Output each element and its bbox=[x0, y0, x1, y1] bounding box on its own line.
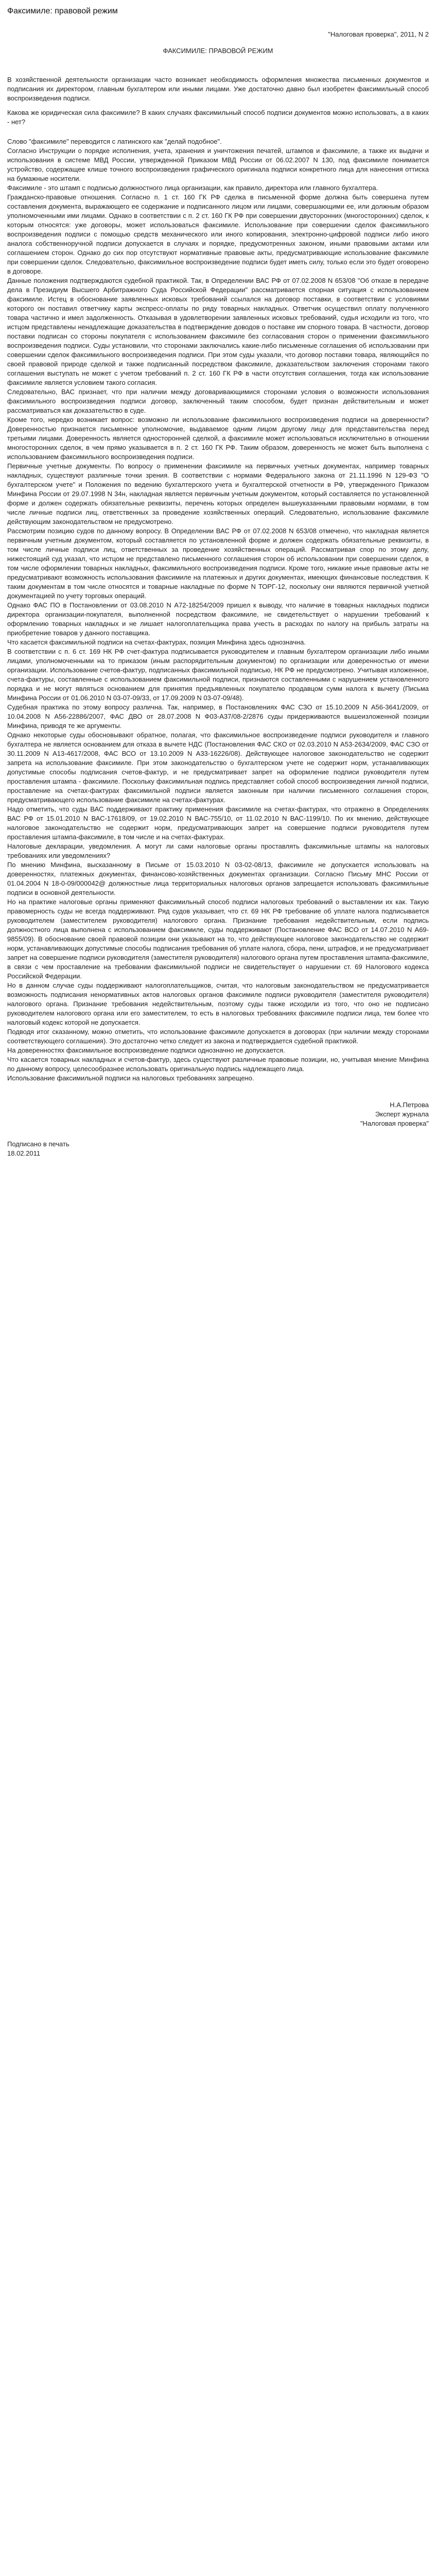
publication-name: "Налоговая проверка" bbox=[360, 1120, 429, 1127]
paragraph: Какова же юридическая сила факсимиле? В каких случаях факсимильный способ подписи документов можно использовать, а в каких - нет? bbox=[7, 109, 429, 126]
page-title: Факсимиле: правовой режим bbox=[7, 7, 118, 15]
paragraph: Однако ФАС ПО в Постановлении от 03.08.2010 N А72-18254/2009 пришел к выводу, что наличие в товарных накладных подписи директора организации-покупателя, выполненной посредством факсимиле, не свидетельствует о нарушении требований к оформлению товарных накладных и не лишает налогоплательщика права учесть в расходах по налогу на прибыль затраты на приобретение товаров у данного поставщика. bbox=[7, 601, 429, 637]
paragraph: Следовательно, ВАС признает, что при наличии между договаривающимися сторонами условия о возможности использования факсимильного воспроизведения подписи договор, заключенный таким способом, будет признан действительным и может рассматриваться как доказательство в суде. bbox=[7, 388, 429, 414]
paragraph: Данные положения подтверждаются судебной практикой. Так, в Определении ВАС РФ от 07.02.2008 N 653/08 "Об отказе в передаче дела в Президиум Высшего Арбитражного Суда Российской Федерации" рассматривается спорная ситуация с использованием факсимиле. Истец в обоснование заявленных исковых требований ссылался на договор поставки, в соответствии с условиями которого он поставил ответчику карты экспресс-оплаты по ряду товарных накладных. Ответчик осуществил оплату полученного товара частично и имел задолженность. Отказывая в удовлетворении заявленных исковых требований, судья исходили из того, что истцом представлены ненадлежащие доказательства в подтверждение доводов о поставке им спорного товара. В частности, договор поставки подписан со стороны покупателя с использованием факсимиле без согласования сторон о применении факсимильного воспроизведения подписи. Суды установили, что сторонами заключались какие-либо письменные соглашения об использовании при совершении сделок факсимильного воспроизведения подписи. При этом суды указали, что договор поставки товара, являющийся по своей правовой природе сделкой и также подписанный посредством факсимиле, доказательством заключения сторонами такого соглашения выступать не может с учетом требований п. 2 ст. 160 ГК РФ в части отсутствия соглашения, тогда как использование факсимиле является условием такого согласия. bbox=[7, 277, 429, 386]
paragraph: Факсимиле - это штамп с подписью должностного лица организации, как правило, директора или главного бухгалтера. bbox=[7, 184, 378, 192]
paragraph: Но на практике налоговые органы применяют факсимильный способ подписи налоговых требований о выставлении их как. Такую правомерность суды не всегда поддерживают. Ряд судов указывает, что ст. 69 НК РФ требование об уплате налога подписывается руководителем (заместителем руководителя) налогового органа. Признание требования недействительным, если подпись должностного лица выполнена с использованием факсимиле, суды поддерживают (Постановление ФАС ВСО от 14.07.2010 N А69-9855/09). В обоснование своей правовой позиции они указывают на то, что действующее налоговое законодательство не содержит норм, устанавливающих допустимые способы подписания требования об уплате налога, сбора, пени, штрафов, и не предусматривает запрет на совершение подписи руководителя (заместителя руководителя) налогового органа путем проставления штампа-факсимиле, в связи с чем проставление на требовании факсимильной подписи не свидетельствует о нарушении ст. 69 Налогового кодекса Российской Федерации. bbox=[7, 898, 429, 980]
article-heading: ФАКСИМИЛЕ: ПРАВОВОЙ РЕЖИМ bbox=[163, 47, 273, 55]
paragraph: Согласно Инструкции о порядке исполнения, учета, хранения и уничтожения печатей, штампов и факсимиле, а также их выдачи и использования в системе МВД России, утвержденной Приказом МВД России от 06.02.2007 N 130, под факсимиле понимается устройство, содержащее клише точного воспроизведения графического оригинала подписи конкретного лица для нанесения оттиска на бумажные носители. bbox=[7, 147, 429, 182]
paragraph: На доверенностях факсимильное воспроизведение подписи однозначно не допускается. bbox=[7, 1046, 285, 1054]
paragraph: По мнению Минфина, высказанному в Письме от 15.03.2010 N 03-02-08/13, факсимиле не допускается использовать на доверенностях, платежных документах, финансово-хозяйственных документах организации. Согласно Письму МНС России от 01.04.2004 N 18-0-09/000042@ должностные лица территориальных налоговых органов запрещается использовать факсимильные подписи в основной деятельности. bbox=[7, 861, 429, 896]
paragraph: Но в данном случае суды поддерживают налогоплательщиков, считая, что налоговым законодательством не предусматривается возможность подписания ненормативных актов налоговых органов факсимиле подписи руководителя (заместителя руководителя) налогового органа. Признание требования недействительным, поэтому суды также исходили из того, что оно не подписано руководителем налогового органа или его заместителем, то есть в налоговых требованиях факсимиле подписи лица, тем более что налоговый кодекс которой не допускается. bbox=[7, 981, 429, 1026]
paragraph: Рассмотрим позицию судов по данному вопросу. В Определении ВАС РФ от 07.02.2008 N 653/08 отмечено, что накладная является первичным учетным документом, который составляется по установленной форме и должен содержать обязательные реквизиты, в том числе личные подписи лиц, ответственных за проведение хозяйственных операций. Рассматривая спор по этому делу, нижестоящий суд указал, что истцом не представлено письменного соглашения сторон об использовании при совершении сделок, в том числе оформлении товарных накладных, факсимильного воспроизведения подписи. Кроме того, никакие иные правовые акты не предусматривают возможность использования факсимиле на платежных и других документах, имеющих финансовые последствия. К таким документам в том числе относятся и товарные накладные по форме N ТОРГ-12, поскольку они являются первичной учетной документацией по учету торговых операций. bbox=[7, 527, 429, 600]
paragraph: Использование факсимильной подписи на налоговых требованиях запрещено. bbox=[7, 1074, 254, 1082]
signed-date: 18.02.2011 bbox=[7, 1149, 41, 1157]
paragraph: Что касается товарных накладных и счетов-фактур, здесь существуют различные правовые позиции, но, учитывая мнение Минфина по данному вопросу, целесообразнее использовать оригинальную подпись надлежащего лица. bbox=[7, 1056, 429, 1073]
source-line: "Налоговая проверка", 2011, N 2 bbox=[328, 30, 429, 38]
paragraph: Что касается факсимильной подписи на счетах-фактурах, позиция Минфина здесь однозначна. bbox=[7, 638, 306, 646]
paragraph: Гражданско-правовые отношения. Согласно п. 1 ст. 160 ГК РФ сделка в письменной форме должна быть совершена путем составления документа, выражающего ее содержание и подписанного лицом или лицами, совершающими ее, или должным образом уполномоченными ими лицами. Однако в соответствии с п. 2 ст. 160 ГК РФ при совершении двусторонних (многосторонних) сделок, к которым относятся: уже договоры, может использоваться факсимиле. Использование при совершении сделок факсимильного воспроизведения подписи с помощью средств механического или иного копирования, электронно-цифровой подписи либо иного аналога собственноручной подписи допускается в случаях и порядке, предусмотренных законом, иными правовыми актами или соглашением сторон. Однако до сих пор отсутствуют нормативные правовые акты, предусматривающие использование факсимиле при совершении сделок. Следовательно, факсимильное воспроизведение подписи будет иметь силу, только если это будет оговорено в договоре. bbox=[7, 193, 429, 275]
paragraph: Налоговые декларации, уведомления. А могут ли сами налоговые органы проставлять факсимильные штампы на налоговых требованиях или уведомлениях? bbox=[7, 842, 429, 859]
paragraph: Однако некоторые суды обосновывают обратное, полагая, что факсимильное воспроизведение подписи руководителя и главного бухгалтера не является основанием для отказа в вычете НДС (Постановления ФАС СКО от 02.03.2010 N А53-2634/2009, ФАС СЗО от 30.11.2009 N А13-4617/2008, ФАС ВСО от 13.10.2009 N А33-16226/08). Действующее налоговое законодательство не содержит запрета на использование факсимиле. При этом законодательство о бухгалтерском учете не содержит норм, устанавливающих допустимые способы подписания счетов-фактур, и не предусматривает запрет на оформление подписи руководителя путем проставления штампа - факсимиле. Поскольку факсимильная подпись представляет собой способ воспроизведения личной подписи, проставление на счетах-фактурах факсимильной подписи является законным при наличии письменного соглашения сторон, предусматривающего использование факсимиле на счетах-фактурах. bbox=[7, 731, 429, 804]
article-body bbox=[7, 75, 429, 1083]
paragraph: Кроме того, нередко возникает вопрос: возможно ли использование факсимильного воспроизведения подписи на доверенности? Доверенностью признается письменное уполномочие, выдаваемое одним лицом другому лицу для представительства перед третьими лицами. Доверенность является односторонней сделкой, а факсимиле может использоваться исключительно в отношении многосторонних сделок, в чем прямо указывается в п. 2 ст. 160 ГК РФ. Таким образом, доверенность не может быть выполнена с использованием факсимильного воспроизведения подписи. bbox=[7, 416, 429, 461]
author-name: Н.А.Петрова bbox=[390, 1101, 429, 1109]
signature-block bbox=[7, 1100, 429, 1128]
paragraph: В хозяйственной деятельности организации часто возникает необходимость оформления множества письменных документов и подписания их директором, главным бухгалтером или иными лицами. Уже достаточно давно был изобретен факсимильный способ воспроизведения подписи. bbox=[7, 76, 429, 102]
paragraph: Первичные учетные документы. По вопросу о применении факсимиле на первичных учетных документах, например товарных накладных, существуют различные точки зрения. В соответствии с нормами Федерального закона от 21.11.1996 N 129-ФЗ "О бухгалтерском учете" и Положения по ведению бухгалтерского учета и бухгалтерской отчетности в РФ, утвержденного Приказом Минфина России от 29.07.1998 N 34н, накладная является первичным учетным документом, который составляется по установленной форме и должен содержать обязательные реквизиты, перечень которых определен вышеуказанными правовыми нормами, в том числе личные подписи лиц, ответственных за проведение хозяйственных операций. Следовательно, использование факсимиле действующим законодательством не предусмотрено. bbox=[7, 462, 429, 526]
paragraph: Слово "факсимиле" переводится с латинского как "делай подобное". bbox=[7, 138, 222, 145]
author-role: Эксперт журнала bbox=[375, 1110, 429, 1118]
document-page bbox=[0, 0, 436, 1168]
paragraph: Надо отметить, что суды ВАС поддерживают практику применения факсимиле на счетах-фактурах, что отражено в Определениях ВАС РФ от 15.01.2010 N ВАС-17618/09, от 19.02.2010 N ВАС-755/10, от 11.02.2010 N ВАС-1199/10. По их мнению, действующее налоговое законодательство не содержит норм, предусматривающих запрет на совершение подписи руководителя путем проставления штампа-факсимиле, в том числе и на счетах-фактурах. bbox=[7, 805, 429, 841]
print-date-block bbox=[7, 1140, 429, 1158]
paragraph: Судебная практика по этому вопросу различна. Так, например, в Постановлениях ФАС СЗО от 15.10.2009 N А56-3641/2009, от 10.04.2008 N А56-22886/2007, ФАС ДВО от 28.07.2008 N Ф03-А37/08-2/2876 суды придерживаются вышеизложенной позиции Минфина, приводя те же аргументы. bbox=[7, 703, 429, 730]
paragraph: В соответствии с п. 6 ст. 169 НК РФ счет-фактура подписывается руководителем и главным бухгалтером организации либо иными лицами, уполномоченными на то приказом (иным распорядительным документом) по организации или доверенностью от имени организации. Использование счетов-фактур, подписанных факсимильной подписью, НК РФ не предусмотрено. Учитывая изложенное, счета-фактуры, составленные с использованием факсимильной подписи, признаются составленными с нарушением установленного порядка и не могут являться основанием для принятия предъявленных покупателю продавцом сумм налога к вычету (Письма Минфина России от 01.06.2010 N 03-07-09/33, от 17.09.2009 N 03-07-09/48). bbox=[7, 648, 429, 702]
signed-label: Подписано в печать bbox=[7, 1140, 69, 1148]
paragraph: Подводя итог сказанному, можно отметить, что использование факсимиле допускается в договорах (при наличии между сторонами соответствующего соглашения). Это достаточно четко следует из закона и подтверждается судебной практикой. bbox=[7, 1028, 429, 1045]
